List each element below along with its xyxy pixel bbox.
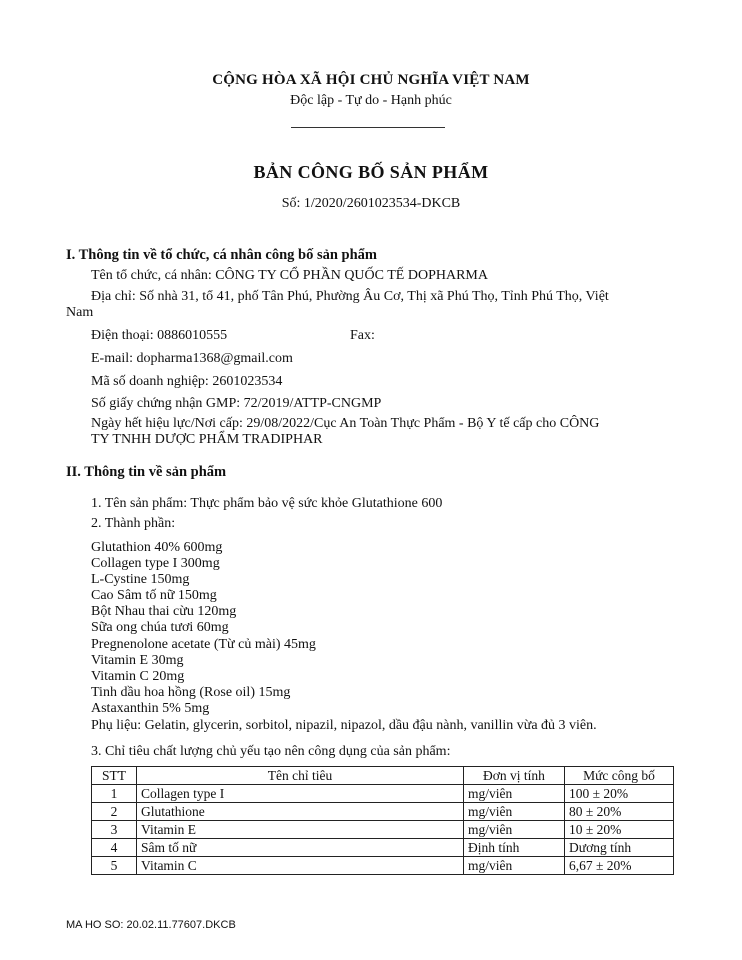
ingredient-item: L-Cystine 150mg [91,572,190,587]
col-unit-header: Đơn vị tính [464,767,565,785]
header-divider [291,127,445,128]
org-name: Tên tổ chức, cá nhân: CÔNG TY CỔ PHẦN QUỐC TẾ DOPHARMA [91,268,488,283]
cell-value: 10 ± 20% [565,821,674,839]
section2-heading: II. Thông tin về sản phẩm [66,464,227,480]
country-header: CỘNG HÒA XÃ HỘI CHỦ NGHĨA VIỆT NAM [212,72,530,88]
col-value-header: Mức công bố [565,767,674,785]
ingredient-item: Sữa ong chúa tươi 60mg [91,620,229,635]
cell-stt: 5 [92,857,137,875]
email: E-mail: dopharma1368@gmail.com [91,351,293,366]
cell-value: 100 ± 20% [565,785,674,803]
table-row [92,785,674,803]
table-row [92,803,674,821]
table-row [92,839,674,857]
ingredient-item: Astaxanthin 5% 5mg [91,701,210,716]
business-code: Mã số doanh nghiệp: 2601023534 [91,374,283,389]
cell-stt: 1 [92,785,137,803]
cell-name: Collagen type I [137,785,464,803]
cell-unit: mg/viên [464,785,565,803]
table-row [92,857,674,875]
excipients: Phụ liệu: Gelatin, glycerin, sorbitol, nipazil, nipazol, dầu đậu nành, vanillin vừa đủ 3 viên. [91,718,597,733]
address-line2: Nam [66,305,94,320]
cell-value: Dương tính [565,839,674,857]
ingredients-label: 2. Thành phần: [91,516,176,531]
ingredient-item: Cao Sâm tố nữ 150mg [91,588,217,603]
cell-name: Vitamin C [137,857,464,875]
ingredient-item: Pregnenolone acetate (Từ củ mài) 45mg [91,637,316,652]
ingredient-item: Vitamin C 20mg [91,669,185,684]
motto: Độc lập - Tự do - Hạnh phúc [290,93,452,108]
ingredient-item: Vitamin E 30mg [91,653,184,668]
cell-stt: 3 [92,821,137,839]
cell-unit: mg/viên [464,803,565,821]
ingredient-item: Bột Nhau thai cừu 120mg [91,604,237,619]
dossier-code: MA HO SO: 20.02.11.77607.DKCB [66,919,236,931]
cell-name: Sâm tố nữ [137,839,464,857]
phone: Điện thoại: 0886010555 [91,328,228,343]
table-row [92,821,674,839]
cell-value: 80 ± 20% [565,803,674,821]
validity-line1: Ngày hết hiệu lực/Nơi cấp: 29/08/2022/Cục An Toàn Thực Phẩm - Bộ Y tế cấp cho CÔNG [91,416,600,431]
product-name: 1. Tên sản phẩm: Thực phẩm bảo vệ sức khỏe Glutathione 600 [91,496,443,511]
ingredient-item: Glutathion 40% 600mg [91,540,223,555]
cell-stt: 2 [92,803,137,821]
address-line1: Địa chỉ: Số nhà 31, tổ 41, phố Tân Phú, Phường Âu Cơ, Thị xã Phú Thọ, Tỉnh Phú Thọ, Việt [91,289,609,304]
cell-stt: 4 [92,839,137,857]
cell-unit: mg/viên [464,821,565,839]
col-stt-header: STT [92,767,137,785]
section1-heading: I. Thông tin về tổ chức, cá nhân công bố sản phẩm [66,247,377,263]
fax: Fax: [350,328,375,343]
gmp-cert: Số giấy chứng nhận GMP: 72/2019/ATTP-CNGMP [91,396,382,411]
cell-unit: Định tính [464,839,565,857]
cell-name: Vitamin E [137,821,464,839]
ingredient-item: Tinh dầu hoa hồng (Rose oil) 15mg [91,685,291,700]
col-name-header: Tên chỉ tiêu [137,767,464,785]
validity-line2: TY TNHH DƯỢC PHẨM TRADIPHAR [91,432,323,447]
criteria-table [91,766,674,875]
cell-unit: mg/viên [464,857,565,875]
criteria-label: 3. Chỉ tiêu chất lượng chủ yếu tạo nên công dụng của sản phẩm: [91,744,451,759]
document-title: BẢN CÔNG BỐ SẢN PHẨM [253,162,489,182]
ingredient-item: Collagen type I 300mg [91,556,220,571]
cell-name: Glutathione [137,803,464,821]
cell-value: 6,67 ± 20% [565,857,674,875]
table-header-row [92,767,674,785]
document-number: Số: 1/2020/2601023534-DKCB [281,196,461,211]
